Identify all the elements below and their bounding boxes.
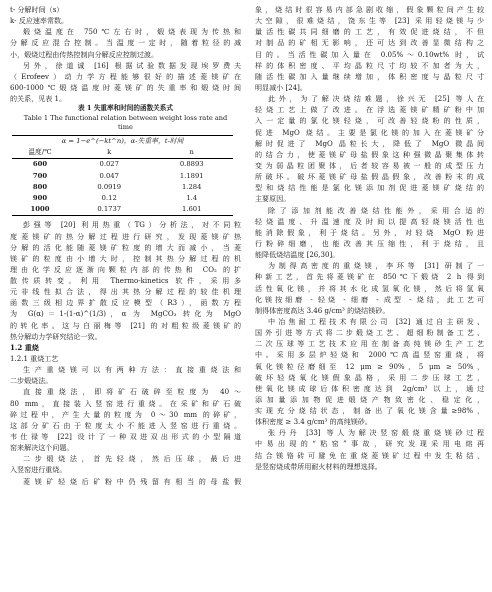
text-line: 二步煅烧法。	[10, 376, 53, 386]
text-line: 主要原因。	[255, 194, 291, 204]
text-line: 除了添加剂能改善烧结性能外，采用合适的	[268, 205, 484, 215]
text-line: 随活性碳加入量继续增加，体积密度与晶粒尺寸	[255, 71, 484, 81]
table-cell: 1.601	[150, 204, 233, 216]
table-row	[12, 182, 233, 193]
text-line: 活性氧化镁，并将其水化成氢氧化镁，然后将氢氧	[255, 283, 484, 293]
table-cell: 0.8893	[179, 160, 204, 169]
left-column	[10, 4, 241, 487]
text-line: 中冶焦耐工程技术有限公司 [32] 通过自主研发、	[268, 316, 484, 326]
text-line: 另外，徐道诚 [16] 根据试验数据发现埃罗费夫	[23, 60, 241, 70]
text-line: 国外引进等方式将二步煅烧工艺、超细粉制备工艺、	[255, 328, 484, 338]
text-line: 变为弱晶粒团聚体，后者较容易被一般的成型压力	[255, 160, 484, 170]
text-line: 80 mm，直接装入竖窑进行重烧。在采矿和矿石破	[10, 398, 241, 408]
text-line: 型和烧结性能是氯化镁添加剂促进菱镁矿烧结的	[255, 183, 484, 193]
table-header: 温度/℃	[12, 147, 68, 159]
text-line: 张丹丹 [33] 等人为解决竖窑煅烧重烧镁砂过程	[268, 428, 484, 438]
table-header: k	[68, 147, 150, 159]
text-line: 小，煅烧过程由传热控制向分解反应控制过渡。	[10, 49, 158, 59]
table-cell: 0.12	[101, 194, 117, 202]
text-line: 添加量添加物促进煅烧产物致密化、稳定化，	[255, 394, 484, 404]
text-line: 的转化率。这与白丽梅等 [21] 的对粗粒级菱镁矿的	[10, 320, 241, 330]
text-line: 象，烧结时很容易内部急剧收缩，假象颗粒间产生较	[255, 5, 484, 14]
text-line: 煅烧温度在 750℃左右时，煅烧表现为传热和	[23, 27, 241, 37]
table-cell: 600	[32, 160, 48, 169]
text-line: 生产重烧镁可以有两种方法：直接重烧法和	[23, 365, 241, 375]
text-line: 600-1000℃煅烧温度时菱镁矿的失重率和煅烧时间	[10, 82, 241, 92]
text-line: t- 分解时间（s）	[10, 5, 64, 14]
text-line: 制得体密度高达 3.46 g/cm³ 的烧结镁砂。	[255, 305, 390, 315]
text-line: 能消除假象，利于烧结。另外，对轻烧 MgO 粉进	[255, 227, 484, 237]
text-line: 中易出现的“粘窑”事故，研究发现采用电熔再	[255, 439, 484, 449]
text-line: 破坏轻烧氧化镁假象晶格，采用二步压球工艺，	[255, 372, 484, 382]
text-line: 理由化学反应逐渐向颗粒内部的传热和 CO₂ 的扩	[10, 264, 241, 274]
text-line: 结合镁铬砖可避免在重烧菱镁矿过程中发生粘结，	[255, 450, 484, 460]
text-line: 能降低烧结温度 [26,30]。	[255, 250, 340, 260]
text-line: 分解的活化能随菱镁矿粒度的增大而减小，当菱	[10, 242, 241, 252]
table-cell: 0.1737	[68, 204, 150, 216]
text-line: 量活性碳共同细磨的工艺，有效促进烧结，不但	[255, 27, 484, 37]
table-cell: 0.027	[99, 160, 119, 169]
table-cell: 0.047	[99, 171, 119, 180]
table-caption-en: Table 1 The functional relation between weight loss rate and	[23, 113, 228, 122]
table-row	[12, 204, 233, 216]
table-cell: 700	[32, 171, 48, 180]
table-cell: 1000	[12, 204, 68, 216]
data-table	[12, 135, 233, 216]
text-line: 度菱镁矿的热分解过程进行研究，发现菱镁矿热	[10, 231, 241, 241]
text-line: 入竖窑进行重烧。	[10, 465, 67, 475]
text-line: 轻烧工艺上做了改进。在浮选菱镁矿精矿粉中加	[255, 105, 484, 115]
text-line: 热分解动力学研究结论一致。	[10, 331, 102, 341]
text-line: 解时促进了 MgO 晶粒长大，降低了 MgO 微晶间	[255, 138, 484, 148]
text-line: 氧化镁粒径磨细至 12 μm ≥ 90%，5 μm ≥ 50%，	[255, 361, 484, 371]
table-row	[12, 159, 233, 171]
text-line: 目的。当活性碳加入量在 0.05%～0.10wt% 时，试	[255, 49, 484, 59]
text-line: 中。采用多层炉轻烧和 2000℃高温竖窑重烧，将	[255, 350, 484, 360]
text-line: 使氧化镁成球后体积密度达到 2g/cm³ 以上，通过	[255, 383, 484, 393]
subsection-heading: 1.2.1 重烧工艺	[10, 354, 59, 364]
text-line: 对制品的矿相无影响，还可达到改善显微结构之	[255, 38, 484, 48]
text-line: 所破坏。破坏菱镁矿母盐假晶假象，改善粉末的成	[255, 172, 484, 182]
text-line: 实现充分烧结状态，制备出了氧化镁含量≥98%，	[255, 406, 484, 416]
table-formula: α = 1−e^(−kt^n)，α-失重率，t-时间	[12, 136, 233, 148]
text-line: 轻烧温度、升温速度及时间以提高轻烧镁活性也	[255, 216, 484, 226]
text-line: 直接重烧法，即将矿石破碎至粒度为 40～	[23, 387, 241, 397]
text-line: 行粉碎细磨，也能改善其压缩性，利于烧结，且	[255, 238, 484, 248]
table-cell: 800	[32, 182, 48, 191]
table-caption-en: time	[118, 123, 133, 132]
text-line: 窑来解决这个问题。	[10, 443, 74, 453]
text-line: 韦仕禄等 [22] 设计了一种双进双出形式的小型隔道	[10, 432, 241, 442]
text-line: 彭强等 [20] 利用热重（TG）分析法，对不同粒	[23, 220, 241, 230]
text-line: 二次压球等工艺技术应用在制备高纯镁砂生产工艺	[255, 339, 484, 349]
text-line: 元非线性拟合法，得出其热分解过程的较佳机理	[10, 287, 241, 297]
text-line: 菱镁矿轻烧后矿粉中仍残留有相当的母盐假	[23, 476, 241, 486]
table-cell: 1.284	[182, 182, 202, 191]
text-line: 函数三级相边界扩散反应模型（R3），函数方程	[10, 298, 241, 308]
text-line: 大空隙，很难烧结，饶东生等 [23] 采用轻烧镁与少	[255, 16, 484, 26]
text-line: 为制得高密度的重烧镁，李环等 [31] 研制了一	[268, 261, 484, 271]
text-line: 镁矿的粒度由小增大时，控制其热分解过程的机	[10, 253, 241, 263]
text-line: （Erofeev）动力学方程能够很好的描述菱镁矿在	[10, 71, 241, 81]
text-line: 碎过程中，产生大量的粒度为 0～30 mm 的碎矿，	[10, 409, 241, 419]
text-line: 这部分矿石由于粒度太小不能进入竖窑进行重烧。	[10, 420, 241, 430]
text-line: 的关系，见表 1。	[10, 94, 67, 104]
text-line: 化镁按细磨 - 轻烧 - 细磨 - 成型 - 烧结，此工艺可	[255, 294, 484, 304]
right-column	[255, 4, 484, 472]
text-line: 入一定量的氯化镁轻烧，可改善轻烧粉的性质，	[255, 116, 484, 126]
text-line: 为 G(α)＝1-(1-α)^(1/3)，α 为 MgCO₃ 转化为 MgO	[10, 309, 241, 319]
table-row	[12, 171, 233, 182]
text-line: 促进 MgO 烧结。主要是氯化镁的加入在菱镁矿分	[255, 127, 484, 137]
text-line: 样的体积密度、平均晶粒尺寸均较不加者为大，	[255, 60, 484, 70]
table-row	[12, 193, 233, 204]
table-cell: 900	[32, 194, 48, 202]
table-cell: 1.4	[186, 194, 198, 202]
text-line: 种新工艺，首先将菱镁矿在 850℃下煅烧 2 h 得到	[255, 272, 484, 282]
text-line: 散传质转变。利用 Thermo-kinetics 软件，采用多	[10, 276, 241, 286]
text-line: 分解反应混合控制。当温度一定时，随着粒径的减	[10, 38, 241, 48]
text-line: k- 反应速率常数。	[10, 16, 69, 26]
section-heading: 1.2 重烧	[10, 342, 39, 352]
text-line: 体积密度 ≥ 3.4 g/cm³ 的高纯镁砂。	[255, 417, 372, 427]
table-cell: 1.1891	[179, 171, 204, 180]
table-header: n	[150, 147, 233, 159]
table-caption-cn: 表 1 失重率和时间的函数关系式	[78, 104, 173, 113]
text-line: 的结合力，使菱镁矿母盐假象这种强微晶聚集体转	[255, 149, 484, 159]
table-cell: 0.0919	[97, 182, 122, 191]
text-line: 二步煅烧法，首先轻烧，然后压球，最后进	[23, 454, 241, 464]
text-line: 是竖窑烧成带所用耐火材料的理想选择。	[255, 461, 382, 471]
text-line: 此外，为了解决烧结难题，徐兴无 [25] 等人在	[268, 94, 484, 104]
text-line: 明显减小 [24]。	[255, 82, 307, 92]
